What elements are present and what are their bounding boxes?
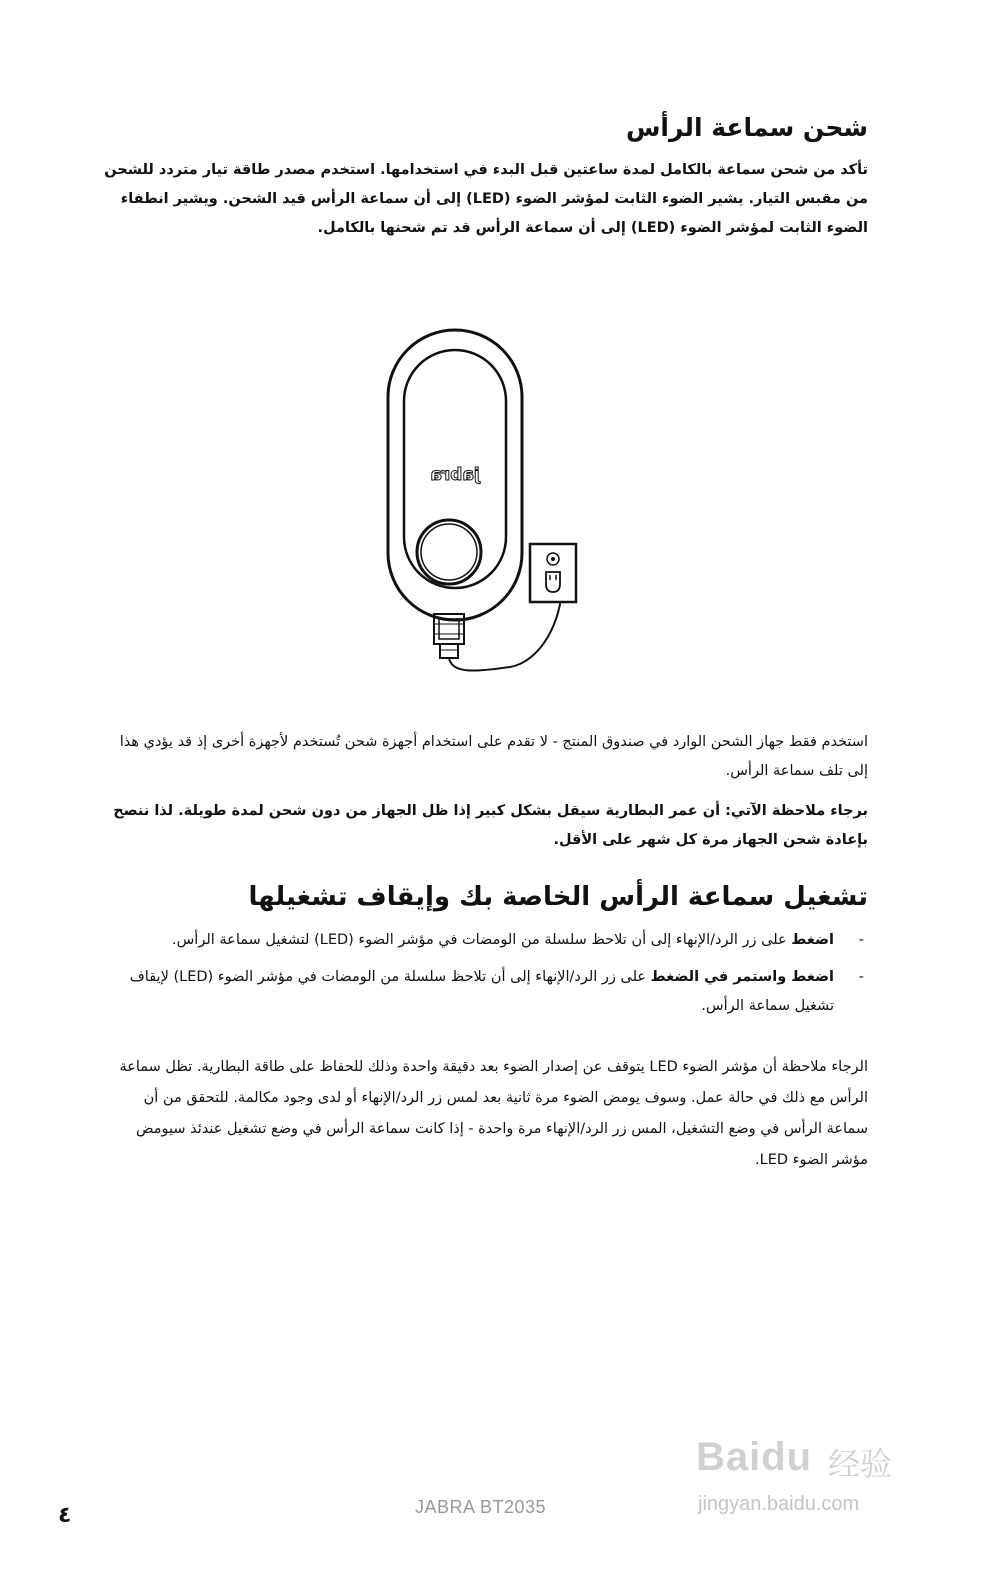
list-item [100, 926, 868, 955]
bullet-dash: - [858, 932, 864, 948]
page-number: ٤ [58, 1503, 72, 1528]
power-instructions-list [100, 926, 868, 1029]
watermark-url: jingyan.baidu.com [698, 1493, 860, 1515]
wall-outlet-icon [530, 544, 576, 602]
bullet-action: اضغط واستمر في الضغط [650, 969, 834, 985]
watermark-brand-cn: 经验 [828, 1446, 893, 1482]
charging-heading: شحن سماعة الرأس [625, 113, 868, 142]
bullet-text: على زر الرد/الإنهاء إلى أن تلاحظ سلسلة من الومضات في مؤشر الضوء (LED) لتشغيل سماعة الرأس. [172, 932, 792, 948]
baidu-watermark [690, 1425, 935, 1535]
charging-instructions: تأكد من شحن سماعة بالكامل لمدة ساعتين قبل البدء في استخدامها. استخدم مصدر طاقة تيار متردد للشحن من مقبس التيار. يشير الضوء الثابت لمؤشر الضوء (LED) إلى أن سماعة الرأس قيد الشحن. ويشير انطفاء الضوء الثابت لمؤشر الضوء (LED) إلى أن سماعة الرأس قد تم شحنها بالكامل. [104, 162, 868, 236]
battery-note: برجاء ملاحظة الآتي: أن عمر البطارية سيقل بشكل كبير إذا ظل الجهاز من دون شحن لمدة طويلة. لذا ننصح بإعادة شحن الجهاز مرة كل شهر على الأقل. [113, 803, 868, 848]
charging-illustration [380, 322, 600, 677]
model-name: JABRA BT2035 [415, 1497, 547, 1517]
bullet-text: على زر الرد/الإنهاء إلى أن تلاحظ سلسلة من الومضات في مؤشر الضوء (LED) لإيقاف تشغيل سماعة الرأس. [129, 969, 834, 1014]
bullet-action: اضغط [791, 932, 834, 948]
bullet-dash: - [858, 969, 864, 985]
headset-charging-icon [380, 322, 600, 677]
power-heading: تشغيل سماعة الرأس الخاصة بك وإيقاف تشغيلها [248, 882, 868, 912]
jabra-logo: jabra [430, 465, 480, 485]
charger-warning: استخدم فقط جهاز الشحن الوارد في صندوق المنتج - لا تقدم على استخدام أجهزة شحن تُستخدم لأجهزة أخرى إذ قد يؤدي هذا إلى تلف سماعة الرأس. [119, 734, 868, 779]
list-item [100, 963, 868, 1021]
led-note: الرجاء ملاحظة أن مؤشر الضوء LED يتوقف عن إصدار الضوء بعد دقيقة واحدة وذلك للحفاظ على طاقة البطارية. تظل سماعة الرأس مع ذلك في حالة عمل. وسوف يومض الضوء مرة ثانية بعد لمس زر الرد/الإنهاء أو لدى وجود مكالمة. للتحقق من أن سماعة الرأس في وضع التشغيل، المس زر الرد/الإنهاء مرة واحدة - إذا كانت سماعة الرأس في وضع تشغيل عندئذ سيومض مؤشر الضوء LED. [119, 1059, 868, 1168]
watermark-brand: Baidu [696, 1435, 813, 1479]
